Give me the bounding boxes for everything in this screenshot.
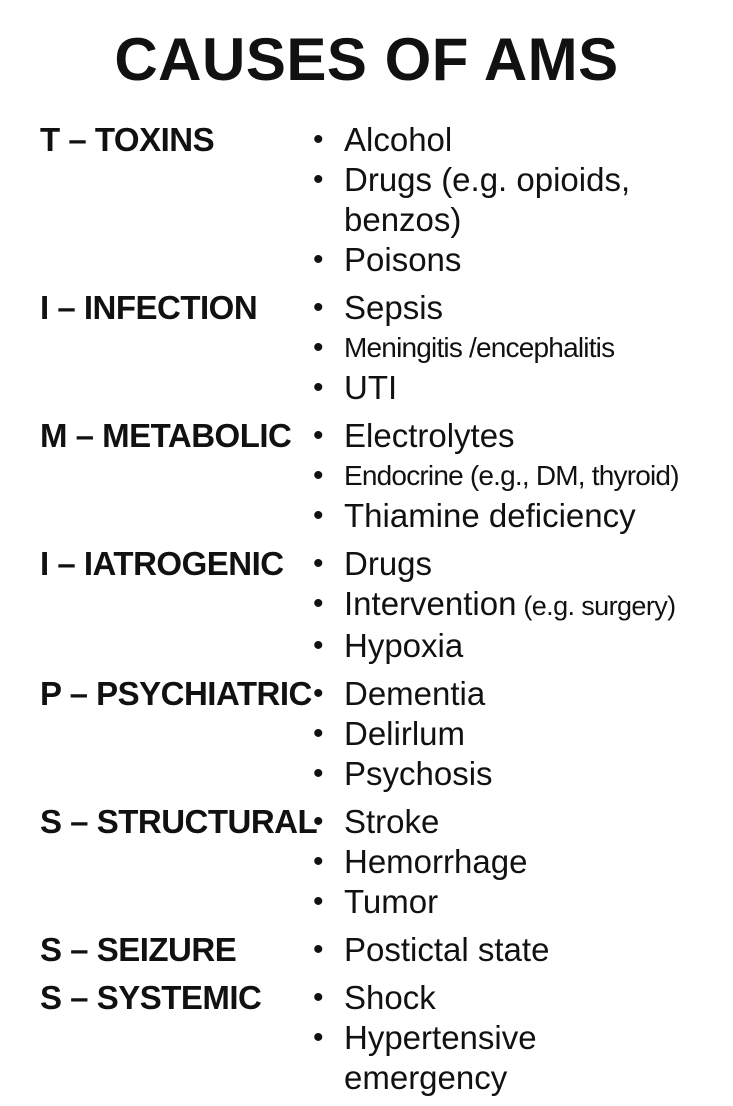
- list-item: • Postictal state: [310, 930, 733, 970]
- list-item: • Meningitis /encephalitis: [310, 328, 733, 368]
- list-item: • Alcohol: [310, 120, 733, 160]
- list-item: • Drugs: [310, 544, 733, 584]
- group-metabolic: [40, 416, 733, 536]
- item-main-text: Intervention: [344, 585, 517, 622]
- causes-list: [40, 120, 733, 1106]
- item-list: [310, 978, 733, 1098]
- item-list: [310, 802, 733, 922]
- item-list: [310, 416, 733, 536]
- item-list: [310, 120, 733, 280]
- category-label: P – PSYCHIATRIC: [40, 675, 312, 712]
- group-toxins: [40, 120, 733, 280]
- list-item: • Hypertensive emergency: [310, 1018, 684, 1098]
- list-item: • Shock: [310, 978, 733, 1018]
- list-item: • UTI: [310, 368, 733, 408]
- item-list: [310, 674, 733, 794]
- list-item: • Tumor: [310, 882, 733, 922]
- group-psychiatric: [40, 674, 733, 794]
- list-item: • Sepsis: [310, 288, 733, 328]
- list-item: • Hypoxia: [310, 626, 733, 666]
- group-structural: [40, 802, 733, 922]
- category-label: I – IATROGENIC: [40, 545, 284, 582]
- list-item: • Poisons: [310, 240, 733, 280]
- category-label: S – STRUCTURAL: [40, 803, 318, 840]
- category-label: S – SEIZURE: [40, 931, 237, 968]
- list-item: • Psychosis: [310, 754, 733, 794]
- category-label: T – TOXINS: [40, 121, 215, 158]
- category-label: S – SYSTEMIC: [40, 979, 262, 1016]
- page-title: CAUSES OF AMS: [114, 26, 619, 93]
- group-iatrogenic: [40, 544, 733, 666]
- item-list: [310, 930, 733, 970]
- list-item: • Endocrine (e.g., DM, thyroid): [310, 456, 733, 496]
- list-item: • Delirlum: [310, 714, 733, 754]
- category-label: M – METABOLIC: [40, 417, 292, 454]
- group-systemic: [40, 978, 733, 1098]
- item-list: [310, 544, 733, 666]
- list-item: • Dementia: [310, 674, 733, 714]
- group-seizure: [40, 930, 733, 970]
- list-item: • Electrolytes: [310, 416, 733, 456]
- list-item: • Thiamine deficiency: [310, 496, 733, 536]
- list-item: • Drugs (e.g. opioids, benzos): [310, 160, 684, 240]
- list-item: • Stroke: [310, 802, 733, 842]
- group-infection: [40, 288, 733, 408]
- item-sub-text: (e.g. surgery): [516, 591, 676, 621]
- list-item: • Hemorrhage: [310, 842, 733, 882]
- item-list: [310, 288, 733, 408]
- list-item: [310, 584, 733, 626]
- category-label: I – INFECTION: [40, 289, 258, 326]
